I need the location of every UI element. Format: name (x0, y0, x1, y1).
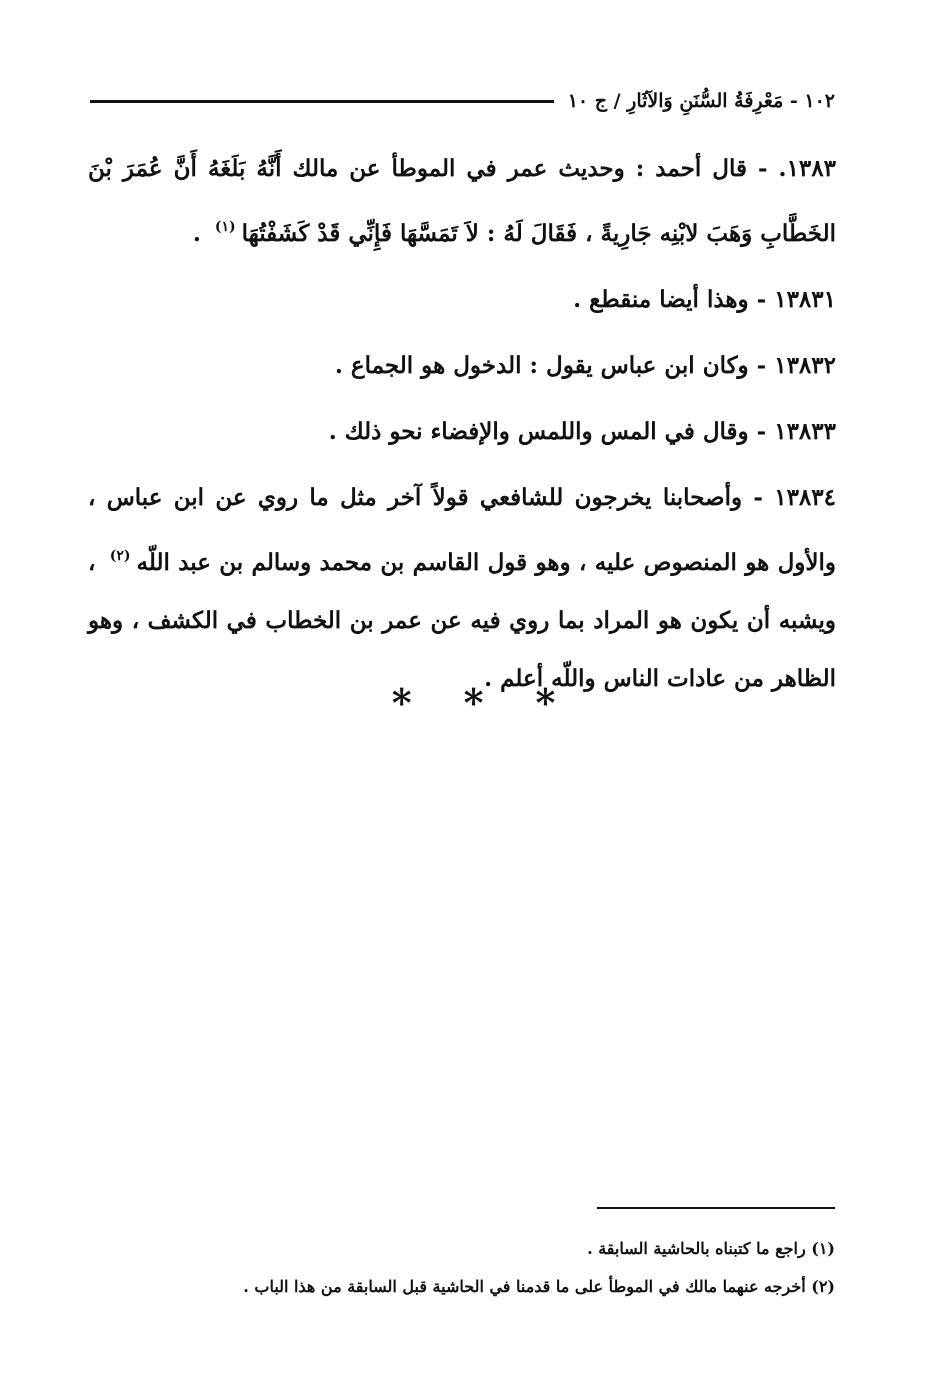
paragraph-13833: ١٣٨٣٣ - وقال في المس واللمس والإفضاء نحو ذلك . (328, 418, 836, 445)
footnote-2: (٢) أخرجه عنهما مالك في الموطأ على ما قدمنا في الحاشية قبل السابقة من هذا الباب . (243, 1277, 835, 1296)
paragraph-text: ١٣٨٣. - قال أحمد : وحديث عمر في الموطأ عن مالك أَنَّهُ بَلَغَهُ أَنَّ عُمَرَ بْنَ الخَطَّابِ وَهَبَ لابْنِه جَارِيةً ، فَقَالَ لَهُ : لاَ تَمَسَّهَا فَإِنِّي قَدْ كَشَفْتُهَا (88, 155, 836, 247)
paragraph-13832: ١٣٨٣٢ - وكان ابن عباس يقول : الدخول هو الجماع . (334, 352, 836, 379)
paragraph-text: ١٣٨٣٤ - وأصحابنا يخرجون للشافعي قولاً آخر مثل ما روي عن ابن عباس ، والأول هو المنصوص عليه ، وهو قول القاسم بن محمد وسالم بن عبد اللّه (88, 484, 836, 576)
separator-star: * (535, 680, 556, 725)
section-separator (0, 680, 947, 725)
footnote-1: (١) راجع ما كتبناه بالحاشية السابقة . (587, 1239, 835, 1258)
paragraph-13834 (88, 469, 836, 708)
footnote-rule (597, 1207, 835, 1209)
paragraph-13830 (88, 140, 836, 263)
separator-star: * (463, 680, 484, 725)
running-title: ١٠٢ - مَعْرِفَةُ السُّنَنِ وَالآثَارِ / ج ١٠ (567, 90, 835, 112)
footnote-ref-1: (١) (214, 219, 236, 235)
page-header (90, 86, 835, 116)
footnote-ref-2: (٢) (109, 548, 131, 564)
header-rule (90, 100, 554, 103)
footnotes (120, 1230, 835, 1306)
main-text (88, 140, 836, 708)
paragraph-tail: ، ويشبه أن يكون هو المراد بما روي فيه عن عمر بن الخطاب في الكشف ، وهو الظاهر من عادات الناس واللّه أعلم . (88, 549, 836, 692)
paragraph-tail: . (192, 220, 209, 247)
paragraph-13831: ١٣٨٣١ - وهذا أيضا منقطع . (573, 286, 836, 313)
separator-star: * (391, 680, 412, 725)
